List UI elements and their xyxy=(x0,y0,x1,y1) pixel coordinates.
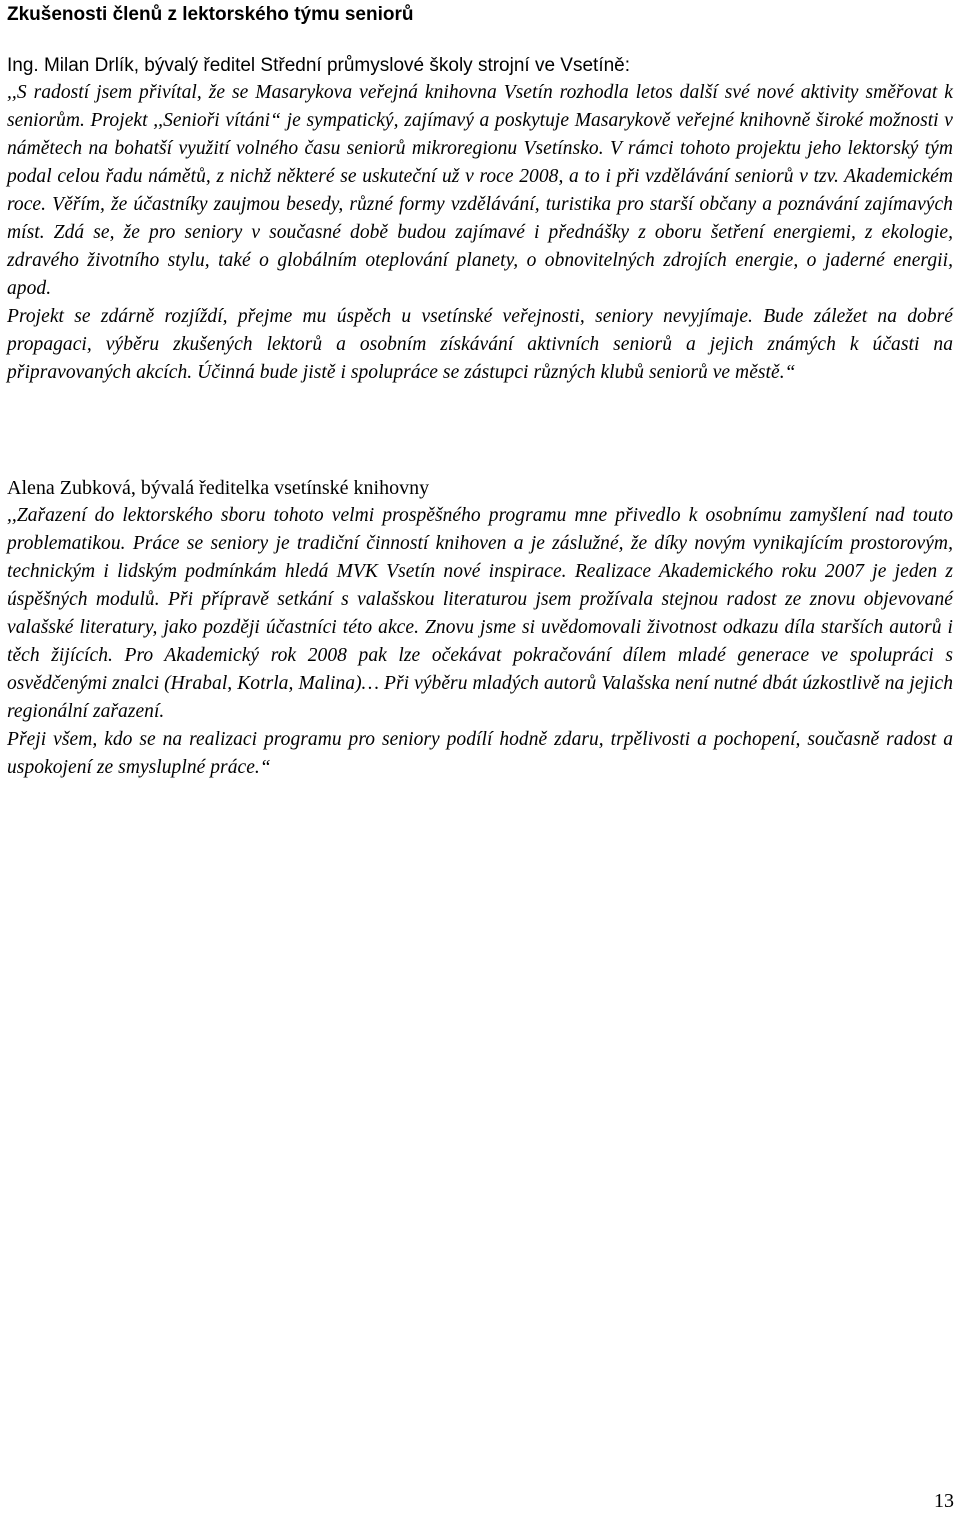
quote-paragraph: Projekt se zdárně rozjíždí, přejme mu úspěch u vsetínské veřejnosti, seniory nevyjímaje. Bude záležet na dobré propagaci, výběru zkušených lektorů a osobním získávání aktivních seniorů a jejich známých k účasti na připravovaných akcích. Účinná bude jistě i spolupráce se zástupci různých klubů seniorů ve městě.“ xyxy=(7,306,953,383)
testimonial-author: Alena Zubková, bývalá ředitelka vsetínské knihovny xyxy=(7,477,430,499)
page-heading: Zkušenosti členů z lektorského týmu seniorů xyxy=(7,4,414,25)
quote-paragraph: ,,Zařazení do lektorského sboru tohoto velmi prospěšného programu mne přivedlo k osobnímu zamyšlení nad touto problematikou. Práce se seniory je tradiční činností knihoven a je záslužné, že díky novým vynikajícím prostorovým, technickým i lidským podmínkám hledá MVK Vsetín nové inspirace. Realizace Akademického roku 2007 je jeden z úspěšných modulů. Při přípravě setkání s valašskou literaturou jsem prožívala stejnou radost ze znovu objevované valašské literatury, jako později účastníci této akce. Znovu jsme si uvědomovali životnost odkazu díla starších autorů i těch žijících. Pro Akademický rok 2008 pak lze očekávat pokračování dílem mladé generace ve spolupráci s osvědčenými znalci (Hrabal, Kotrla, Malina)… Při výběru mladých autorů Valašska není nutné dbát úzkostlivě na jejich regionální zařazení. xyxy=(7,505,953,722)
testimonial-drlik xyxy=(7,53,953,387)
page-number: 13 xyxy=(934,1490,954,1512)
testimonial-quote xyxy=(7,502,953,782)
quote-paragraph: Přeji všem, kdo se na realizaci programu pro seniory podílí hodně zdaru, trpělivosti a pochopení, současně radost a uspokojení ze smysluplné práce.“ xyxy=(7,729,953,778)
quote-paragraph: ,,S radostí jsem přivítal, že se Masarykova veřejná knihovna Vsetín rozhodla letos další své nové aktivity směřovat k seniorům. Projekt ,,Senioři vítáni“ je sympatický, zajímavý a poskytuje Masarykově veřejné knihovně široké možnosti v námětech na bohatší využití volného času seniorů mikroregionu Vsetínsko. V rámci tohoto projektu jeho lektorský tým podal celou řadu námětů, z nichž některé se uskuteční už v roce 2008, a to i při vzdělávání seniorů v tzv. Akademickém roce. Věřím, že účastníky zaujmou besedy, různé formy vzdělávání, turistika pro starší občany a poznávání zajímavých míst. Zdá se, že pro seniory v současné době budou zajímavé i přednášky z oboru šetření energiemi, z ekologie, zdravého životního stylu, také o globálním oteplování planety, o obnovitelných zdrojích energie, o jaderné energii, apod. xyxy=(7,82,953,299)
testimonial-zubkova xyxy=(7,474,953,782)
testimonial-author: Ing. Milan Drlík, bývalý ředitel Střední průmyslové školy strojní ve Vsetíně: xyxy=(7,55,631,76)
testimonial-quote xyxy=(7,79,953,387)
